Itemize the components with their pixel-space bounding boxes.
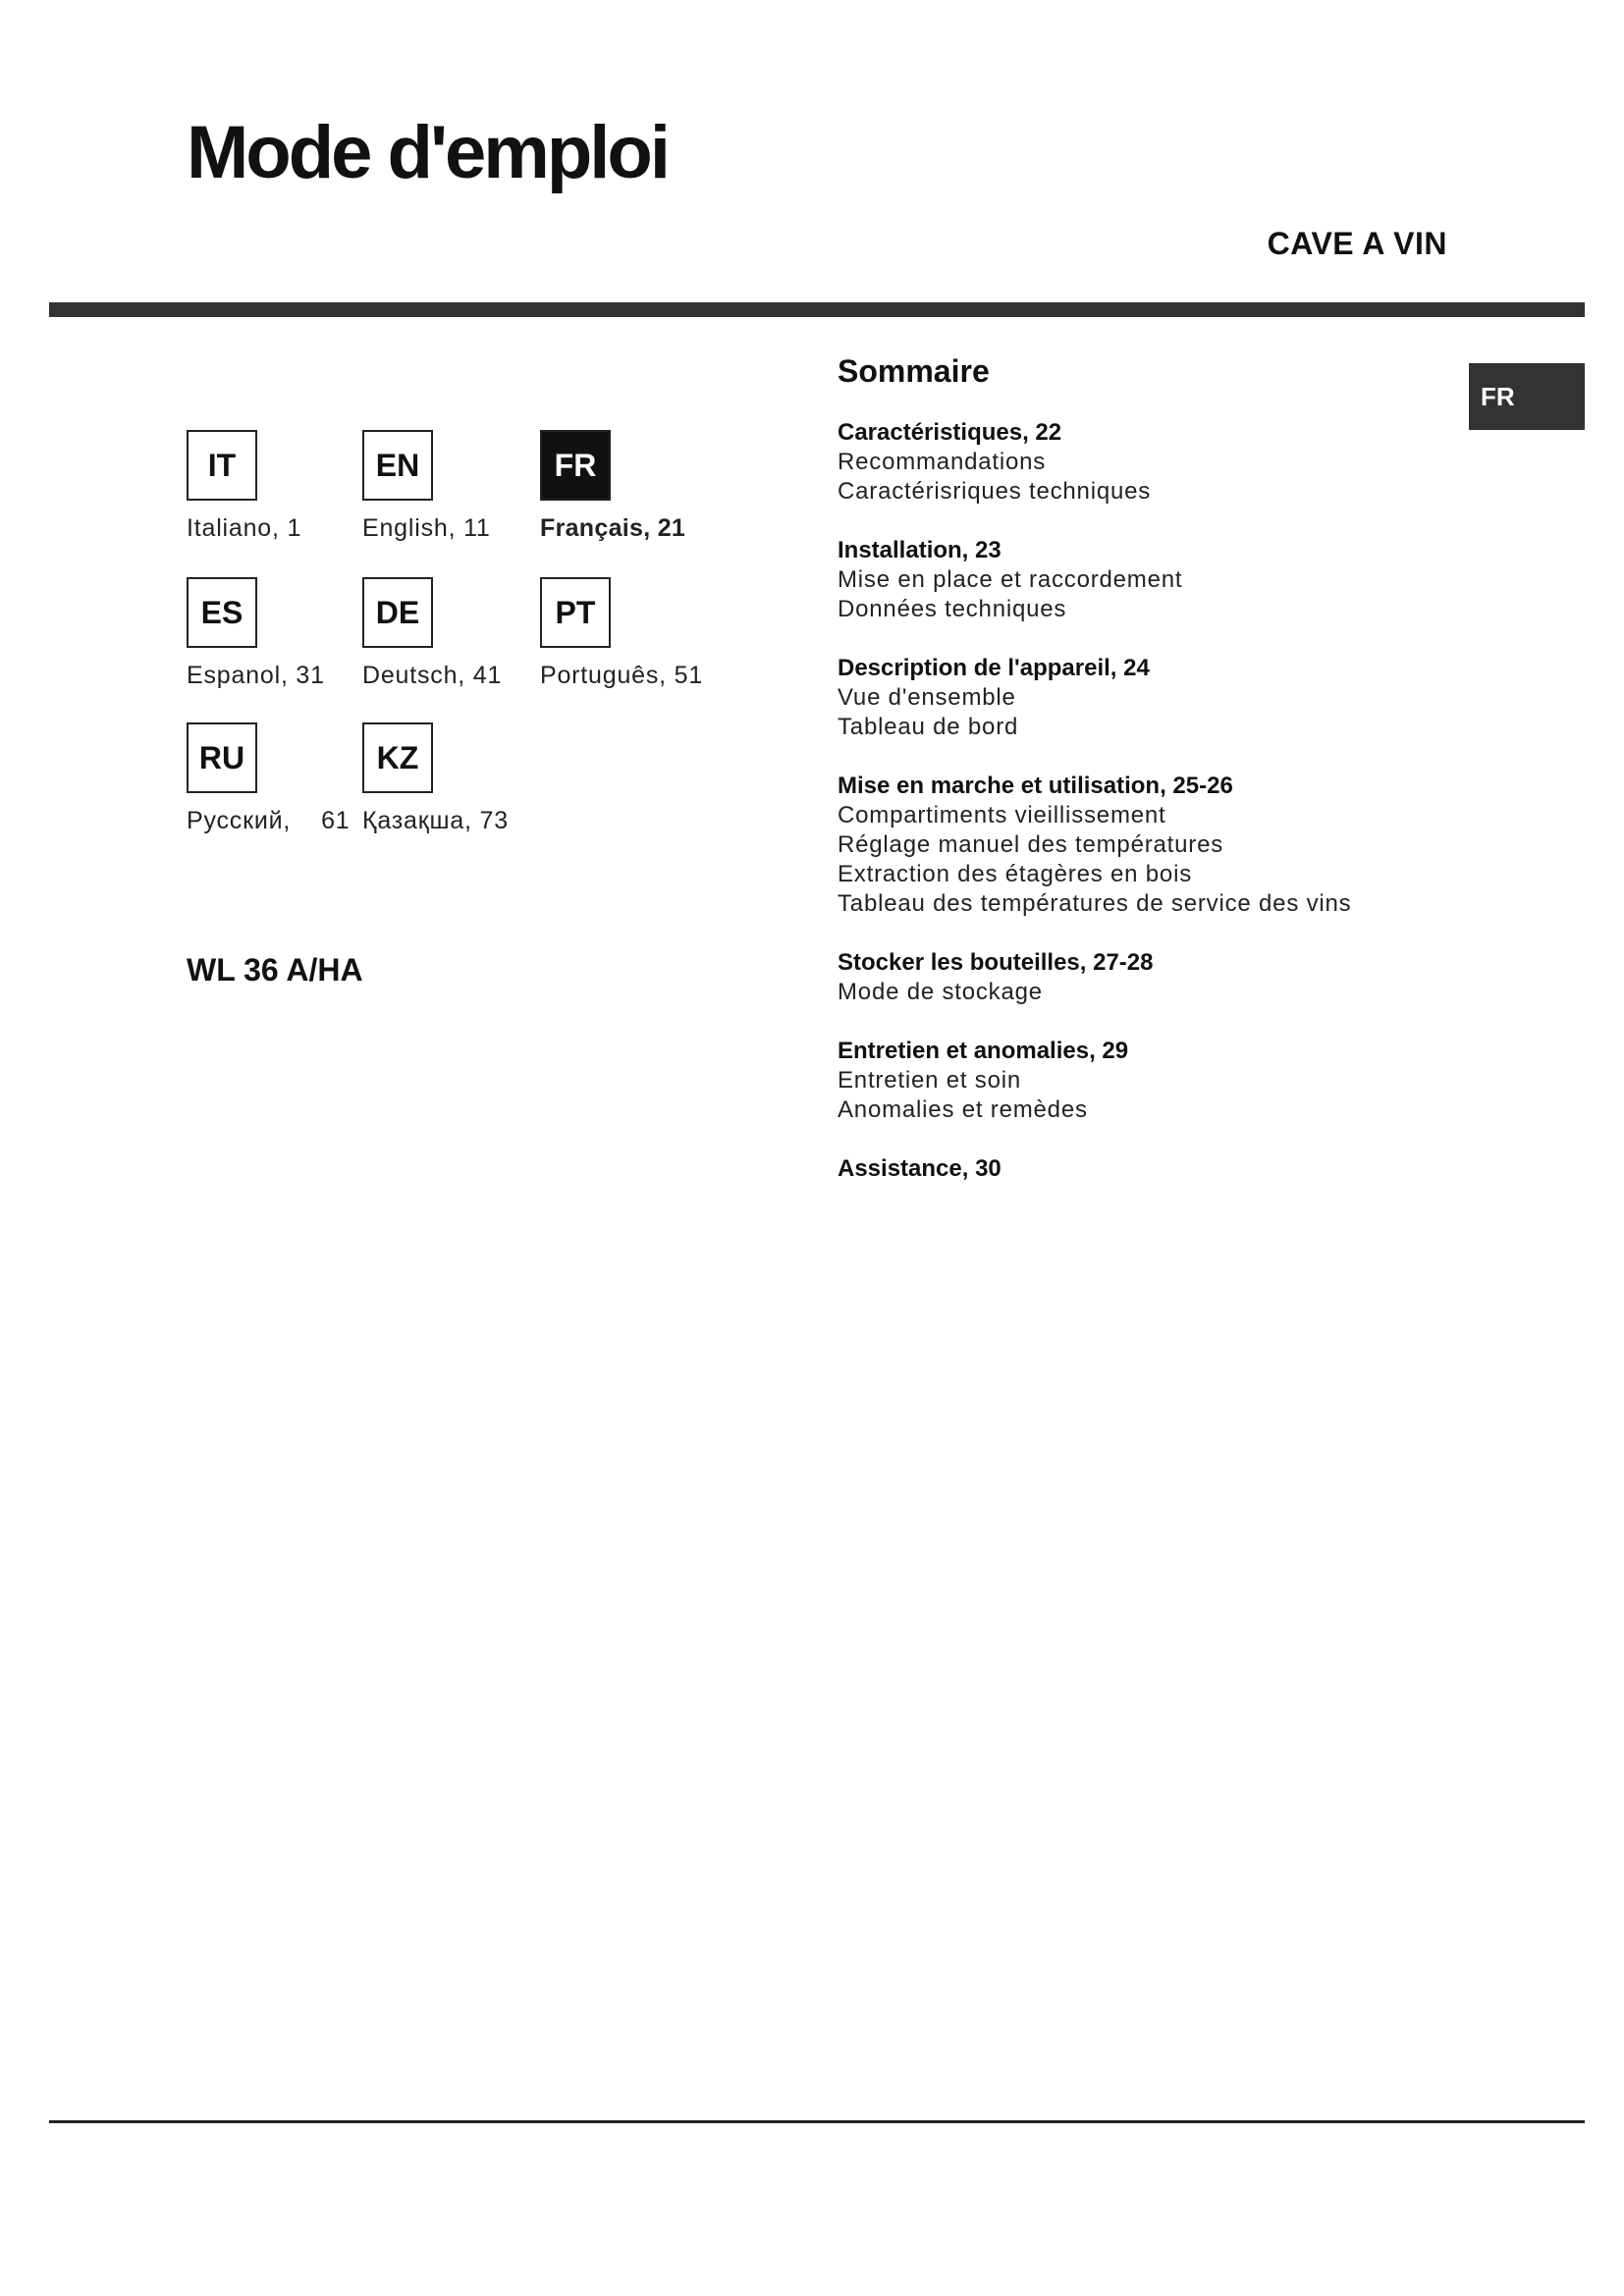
toc-section-title[interactable]: Mise en marche et utilisation, 25-26 — [838, 773, 1233, 799]
language-label: Italiano, 1 — [187, 514, 302, 542]
toc-section-title[interactable]: Description de l'appareil, 24 — [838, 655, 1150, 681]
footer-divider — [49, 2120, 1585, 2123]
toc-section — [838, 948, 1387, 1007]
toc-item: Tableau des températures de service des vins — [838, 890, 1352, 917]
toc-section-title[interactable]: Stocker les bouteilles, 27-28 — [838, 949, 1154, 976]
product-type: CAVE A VIN — [1267, 226, 1447, 261]
language-side-tab: FR — [1469, 363, 1585, 430]
toc-section-title[interactable]: Installation, 23 — [838, 537, 1001, 563]
language-option-de[interactable] — [362, 577, 539, 690]
language-label: English, 11 — [362, 514, 491, 542]
toc-item: Recommandations — [838, 449, 1047, 475]
toc-section — [838, 1154, 1387, 1184]
language-option-ru[interactable] — [187, 722, 363, 835]
toc-section — [838, 418, 1387, 507]
language-label: Português, 51 — [540, 662, 704, 689]
language-code-box[interactable]: EN — [362, 430, 433, 501]
model-number: WL 36 A/HA — [187, 952, 363, 988]
toc-section — [838, 536, 1387, 624]
toc-item: Tableau de bord — [838, 714, 1019, 740]
toc-section-title[interactable]: Entretien et anomalies, 29 — [838, 1038, 1129, 1064]
language-code-box[interactable]: RU — [187, 722, 257, 793]
language-code-box[interactable]: IT — [187, 430, 257, 501]
toc-item: Caractérisriques techniques — [838, 478, 1152, 505]
toc-section — [838, 654, 1387, 742]
language-label-selected: Français, 21 — [540, 514, 686, 542]
language-code-box[interactable]: KZ — [362, 722, 433, 793]
toc-item: Réglage manuel des températures — [838, 831, 1224, 858]
toc-section-title[interactable]: Assistance, 30 — [838, 1155, 1001, 1182]
language-option-en[interactable] — [362, 430, 539, 543]
toc-item: Vue d'ensemble — [838, 684, 1016, 711]
language-option-it[interactable] — [187, 430, 363, 543]
language-option-fr[interactable] — [540, 430, 717, 543]
header-divider — [49, 302, 1585, 317]
language-label: Русский, 61 — [187, 807, 351, 834]
language-option-kz[interactable] — [362, 722, 539, 835]
toc-item: Données techniques — [838, 596, 1067, 622]
toc-item: Mise en place et raccordement — [838, 566, 1183, 593]
language-label: Қазақша, 73 — [362, 807, 509, 834]
language-label: Espanol, 31 — [187, 662, 325, 689]
toc-item: Entretien et soin — [838, 1067, 1022, 1094]
language-option-es[interactable] — [187, 577, 363, 690]
document-title: Mode d'emploi — [187, 111, 668, 194]
toc-item: Mode de stockage — [838, 979, 1043, 1005]
language-label: Deutsch, 41 — [362, 662, 503, 689]
language-code-box[interactable]: DE — [362, 577, 433, 648]
toc-item: Extraction des étagères en bois — [838, 861, 1192, 887]
toc-item: Compartiments vieillissement — [838, 802, 1166, 828]
toc-section — [838, 1037, 1387, 1125]
toc-section-title[interactable]: Caractéristiques, 22 — [838, 419, 1062, 446]
language-code-box[interactable]: PT — [540, 577, 611, 648]
toc-item: Anomalies et remèdes — [838, 1096, 1088, 1123]
table-of-contents — [838, 355, 1387, 1213]
language-option-pt[interactable] — [540, 577, 717, 690]
toc-section — [838, 772, 1387, 919]
language-code-box-selected[interactable]: FR — [540, 430, 611, 501]
language-code-box[interactable]: ES — [187, 577, 257, 648]
toc-heading: Sommaire — [838, 353, 990, 389]
